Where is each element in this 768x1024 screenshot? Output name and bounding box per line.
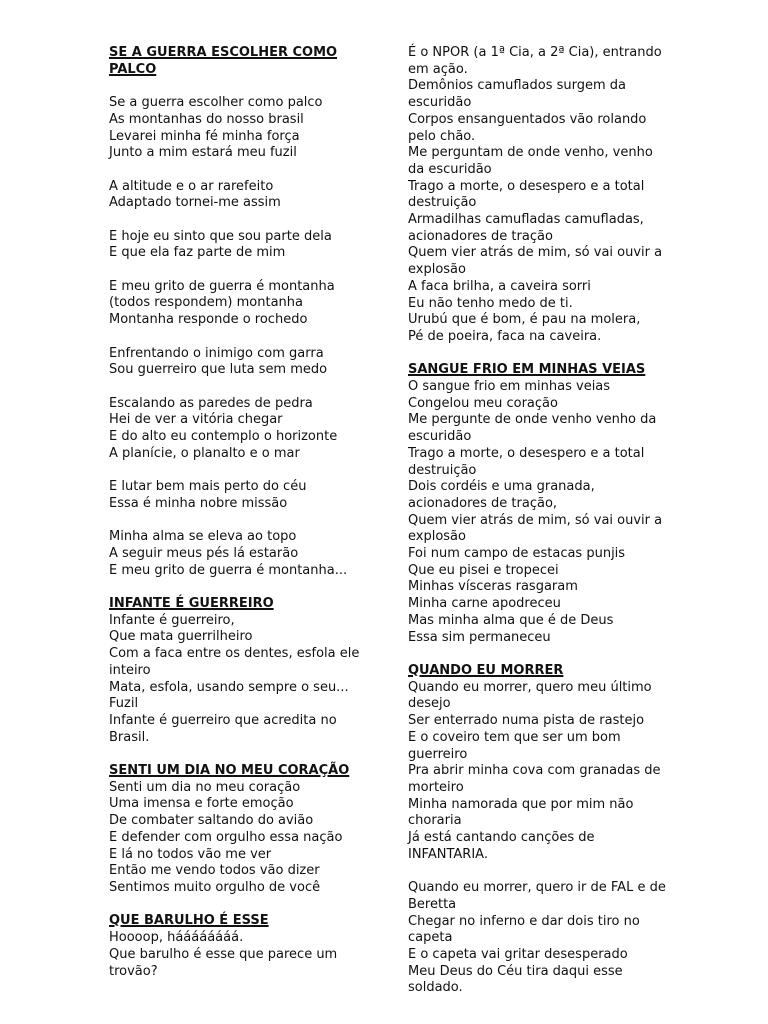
lyric-line: Me pergunte de onde venho venho da escuridão [408,412,657,445]
lyric-line: Montanha responde o rochedo [109,312,308,328]
stanza-gap [408,646,666,663]
lyric-line: Minha alma se eleva ao topo [109,529,297,545]
lyric-line: Eu não tenho medo de ti. [408,295,573,311]
lyric-line: Quando eu morrer, quero meu último desejo [408,679,652,712]
lyric-line: Que eu pisei e tropecei [408,562,559,578]
stanza-gap [109,897,371,914]
lyric-line: E o capeta vai gritar desesperado [408,946,628,962]
stanza-gap [109,262,371,279]
lyric-line: E que ela faz parte de mim [109,245,286,261]
lyric-line: Que mata guerrilheiro [109,629,253,645]
lyric-line: Junto a mim estará meu fuzil [109,145,297,161]
lyric-line: Demônios camuflados surgem da escuridão [408,78,627,111]
lyric-line: Com a faca entre os dentes, esfola ele inteiro [109,646,360,678]
lyric-line: Mata, esfola, usando sempre o seu... Fuzil [109,679,349,712]
lyric-line: Adaptado tornei-me assim [109,195,281,211]
lyric-line: A planície, o planalto e o mar [109,445,300,461]
lyric-line: Essa sim permaneceu [408,629,551,645]
lyric-line: Então me vendo todos vão dizer [109,863,320,879]
song-title: SENTI UM DIA NO MEU CORAÇÃO [109,763,350,779]
lyric-line: Trago a morte, o desespero e a total destruição [408,445,645,478]
lyric-line: Chegar no inferno e dar dois tiro no capeta [408,913,640,946]
lyric-line: Corpos ensanguentados vão rolando pelo chão. [408,111,647,144]
lyric-line: E do alto eu contemplo o horizonte [109,429,338,445]
lyric-line: E hoje eu sinto que sou parte dela [109,228,332,244]
lyric-line: Ser enterrado numa pista de rastejo [408,713,645,729]
lyric-line: Minha carne apodreceu [408,596,561,612]
lyric-line: Pra abrir minha cova com granadas de morteiro [408,763,661,795]
lyric-line: A seguir meus pés lá estarão [109,545,299,561]
lyric-line: A faca brilha, a caveira sorri [408,278,591,294]
song-title: SANGUE FRIO EM MINHAS VEIAS [408,362,646,378]
lyric-line: Essa é minha nobre missão [109,495,288,511]
lyric-line: Hei de ver a vitória chegar [109,412,283,428]
lyric-line: Foi num campo de estacas punjis [408,546,626,562]
lyric-line: De combater saltando do avião [109,813,314,829]
song-title: INFANTE É GUERREIRO [109,596,274,612]
stanza-gap [408,346,666,363]
stanza-gap [109,379,371,396]
right-column [408,45,666,997]
song-title: QUE BARULHO É ESSE [109,913,269,929]
lyric-line: Minhas vísceras rasgaram [408,579,578,595]
lyric-line: Trago a morte, o desespero e a total destruição [408,178,645,211]
stanza-gap [109,329,371,346]
lyric-line: Congelou meu coração [408,395,558,411]
left-column [109,45,371,980]
lyric-line: Me perguntam de onde venho, venho da escuridão [408,145,653,177]
lyric-line: Urubú que é bom, é pau na molera, [408,312,641,328]
lyric-line: É o NPOR (a 1ª Cia, a 2ª Cia), entrando em ação. [408,45,662,77]
lyric-line: Infante é guerreiro que acredita no Brasil. [109,712,337,745]
lyric-line: Quem vier atrás de mim, só vai ouvir a explosão [408,245,663,278]
stanza-gap [109,78,371,95]
stanza-gap [109,513,371,530]
lyric-line: O sangue frio em minhas veias [408,379,611,395]
lyric-line: E meu grito de guerra é montanha... [109,562,348,578]
lyric-line: Minha namorada que por mim não choraria [408,796,634,829]
lyric-line: As montanhas do nosso brasil [109,111,304,127]
song-title: SE A GUERRA ESCOLHER COMO PALCO [109,45,338,77]
lyric-line: Enfrentando o inimigo com garra [109,345,324,361]
lyric-line: Já está cantando canções de INFANTARIA. [408,830,595,862]
lyric-line: Que barulho é esse que parece um trovão? [109,946,338,979]
lyric-line: Pé de poeira, faca na caveira. [408,328,602,344]
stanza-gap [109,746,371,763]
stanza-gap [109,162,371,179]
lyric-line: E lá no todos vão me ver [109,846,272,862]
lyric-line: Uma imensa e forte emoção [109,796,294,812]
lyric-line: E defender com orgulho essa nação [109,829,343,845]
lyric-line: Mas minha alma que é de Deus [408,612,614,628]
lyric-line: Escalando as paredes de pedra [109,395,313,411]
lyric-line: Infante é guerreiro, [109,612,235,628]
lyric-line: E lutar bem mais perto do céu [109,479,307,495]
lyric-line: Sou guerreiro que luta sem medo [109,362,328,378]
stanza-gap [109,579,371,596]
lyric-line: Senti um dia no meu coração [109,779,301,795]
stanza-gap [109,462,371,479]
lyric-line: E o coveiro tem que ser um bom guerreiro [408,729,621,762]
lyric-line: Se a guerra escolher como palco [109,95,323,111]
stanza-gap [109,212,371,229]
lyric-line: Dois cordéis e uma granada, acionadores de tração, [408,479,595,511]
lyric-line: Meu Deus do Céu tira daqui esse soldado. [408,963,623,996]
lyric-line: Quem vier atrás de mim, só vai ouvir a explosão [408,512,663,545]
lyric-line: (todos respondem) montanha [109,295,303,311]
lyric-line: Levarei minha fé minha força [109,128,300,144]
lyric-line: Sentimos muito orgulho de você [109,880,321,895]
song-title: QUANDO EU MORRER [408,662,564,678]
lyric-line: Armadilhas camufladas camufladas, acionadores de tração [408,212,644,244]
stanza-gap [408,863,666,880]
lyric-line: Hoooop, háááááááá. [109,930,244,946]
lyric-line: E meu grito de guerra é montanha [109,278,335,294]
lyric-line: A altitude e o ar rarefeito [109,178,274,194]
lyric-line: Quando eu morrer, quero ir de FAL e de Beretta [408,880,666,912]
